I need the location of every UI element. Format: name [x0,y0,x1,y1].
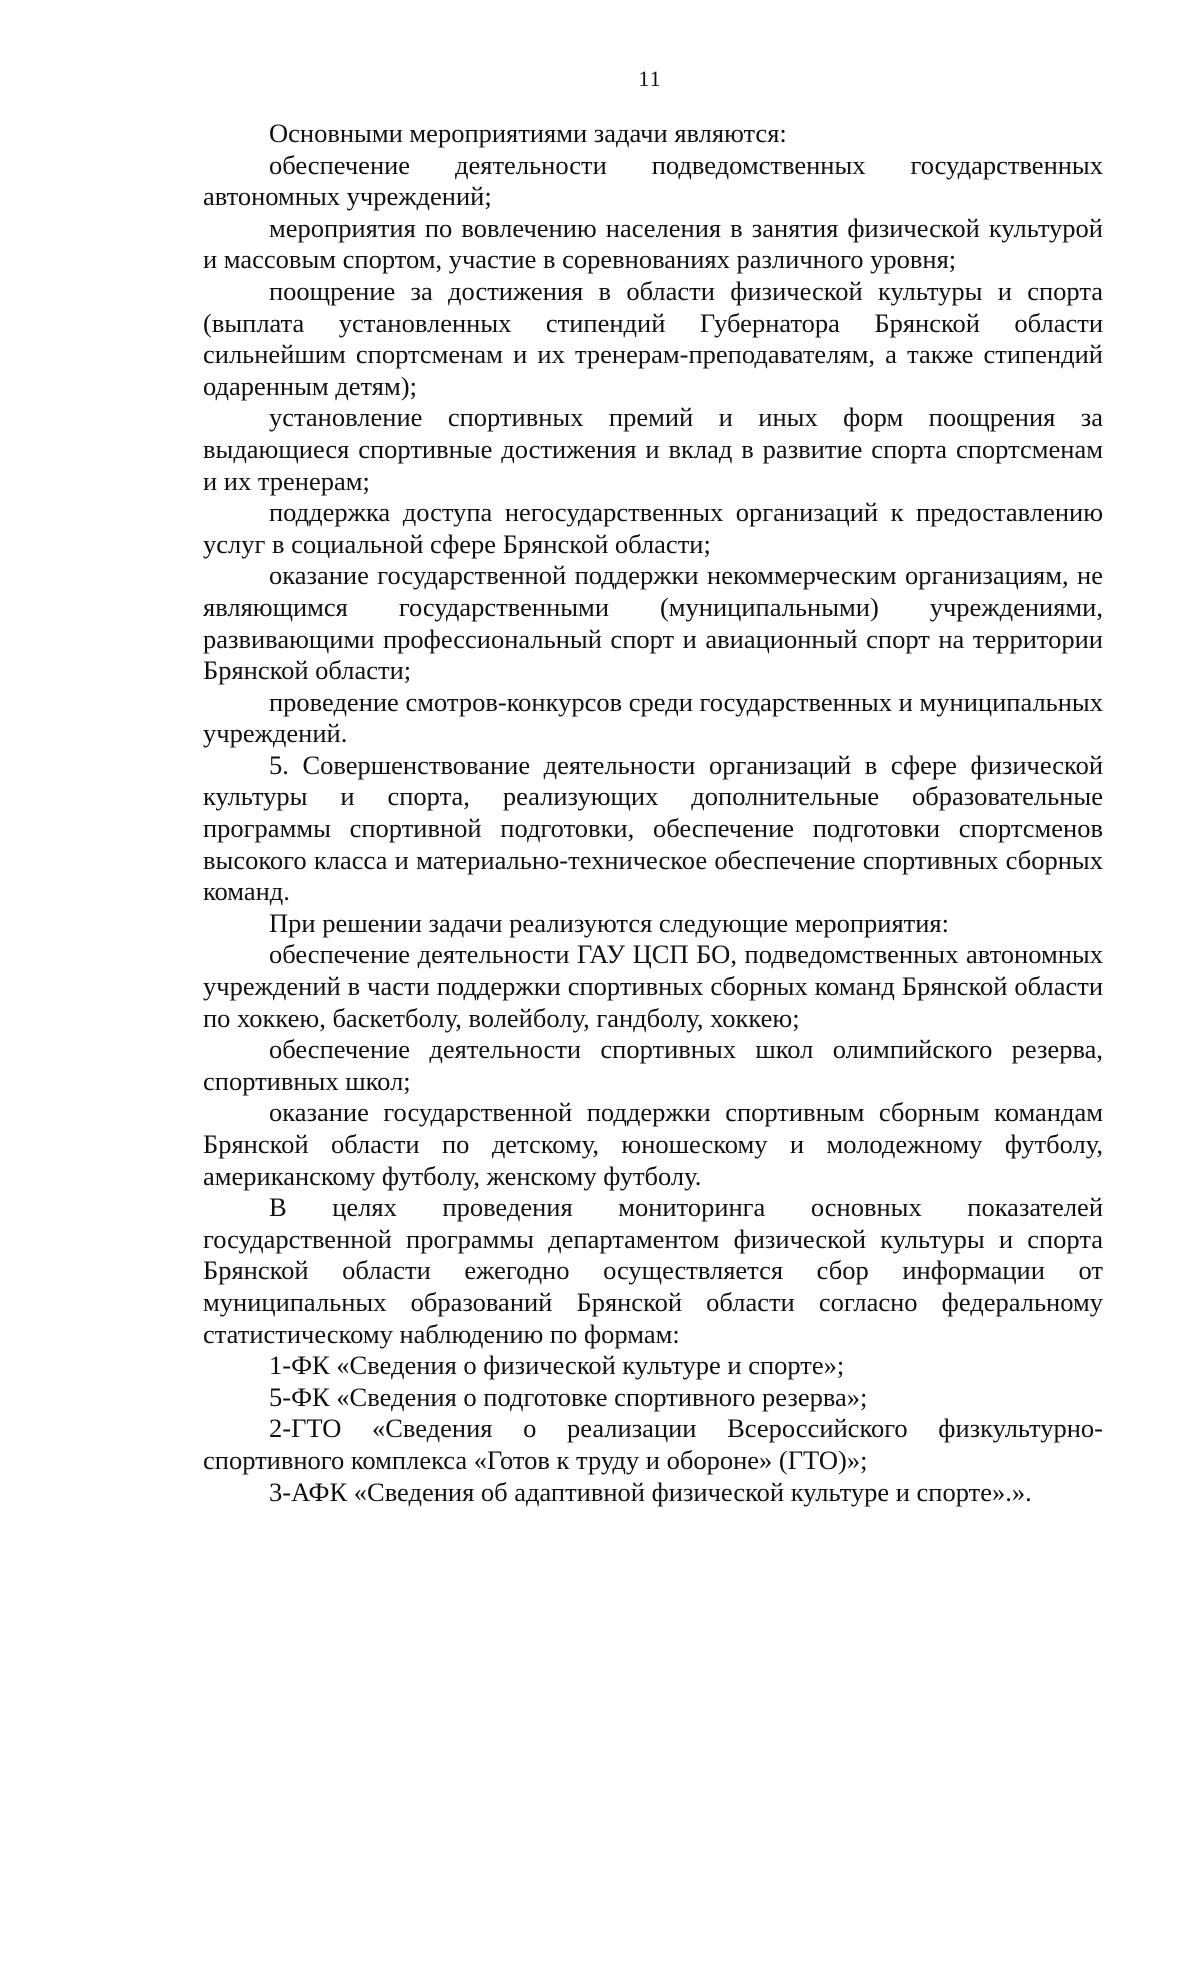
page-number: 11 [638,66,662,91]
paragraph: оказание государственной поддержки спортивным сборным командам Брянской области по детскому, юношескому и молодежному футболу, американскому футболу, женскому футболу. [203,1097,1103,1191]
paragraph: установление спортивных премий и иных форм поощрения за выдающиеся спортивные достижения и вклад в развитие спорта спортсменам и их тренерам; [203,402,1103,496]
paragraph: 3-АФК «Сведения об адаптивной физической культуре и спорте».». [269,1476,1032,1507]
paragraph: проведение смотров-конкурсов среди государственных и муниципальных учреждений. [203,686,1103,749]
document-body [203,118,1103,1508]
paragraph: оказание государственной поддержки некоммерческим организациям, не являющимся государственными (муниципальными) учреждениями, развивающими профессиональный спорт и авиационный спорт на территории Брянской области; [203,560,1103,686]
paragraph: 1-ФК «Сведения о физической культуре и спорте»; [269,1350,845,1381]
paragraph: Основными мероприятиями задачи являются: [269,118,787,148]
paragraph: В целях проведения мониторинга основных показателей государственной программы департаментом физической культуры и спорта Брянской области ежегодно осуществляется сбор информации от муниципальных образований Брянской области согласно федеральному статистическому наблюдению по формам: [203,1192,1103,1349]
paragraph: поддержка доступа негосударственных организаций к предоставлению услуг в социальной сфере Брянской области; [203,497,1103,559]
paragraph: При решении задачи реализуются следующие мероприятия: [269,907,949,938]
paragraph: 2-ГТО «Сведения о реализации Всероссийского физкультурно-спортивного комплекса «Готов к труду и обороне» (ГТО)»; [203,1413,1103,1475]
paragraph: 5. Совершенствование деятельности организаций в сфере физической культуры и спорта, реализующих дополнительные образовательные программы спортивной подготовки, обеспечение подготовки спортсменов высокого класса и материально-техническое обеспечение спортивных сборных команд. [203,749,1103,907]
paragraph: 5-ФК «Сведения о подготовке спортивного резерва»; [269,1381,868,1412]
paragraph: обеспечение деятельности спортивных школ олимпийского резерва, спортивных школ; [203,1034,1103,1096]
paragraph: поощрение за достижения в области физической культуры и спорта (выплата установленных стипендий Губернатора Брянской области сильнейшим спортсменам и их тренерам-преподавателям, а также стипендий одаренным детям); [203,275,1103,401]
paragraph: обеспечение деятельности подведомственных государственных автономных учреждений; [203,149,1103,212]
paragraph: мероприятия по вовлечению населения в занятия физической культурой и массовым спортом, участие в соревнованиях различного уровня; [203,212,1103,275]
paragraph: обеспечение деятельности ГАУ ЦСП БО, подведомственных автономных учреждений в части поддержки спортивных сборных команд Брянской области по хоккею, баскетболу, волейболу, гандболу, хоккею; [203,939,1103,1033]
